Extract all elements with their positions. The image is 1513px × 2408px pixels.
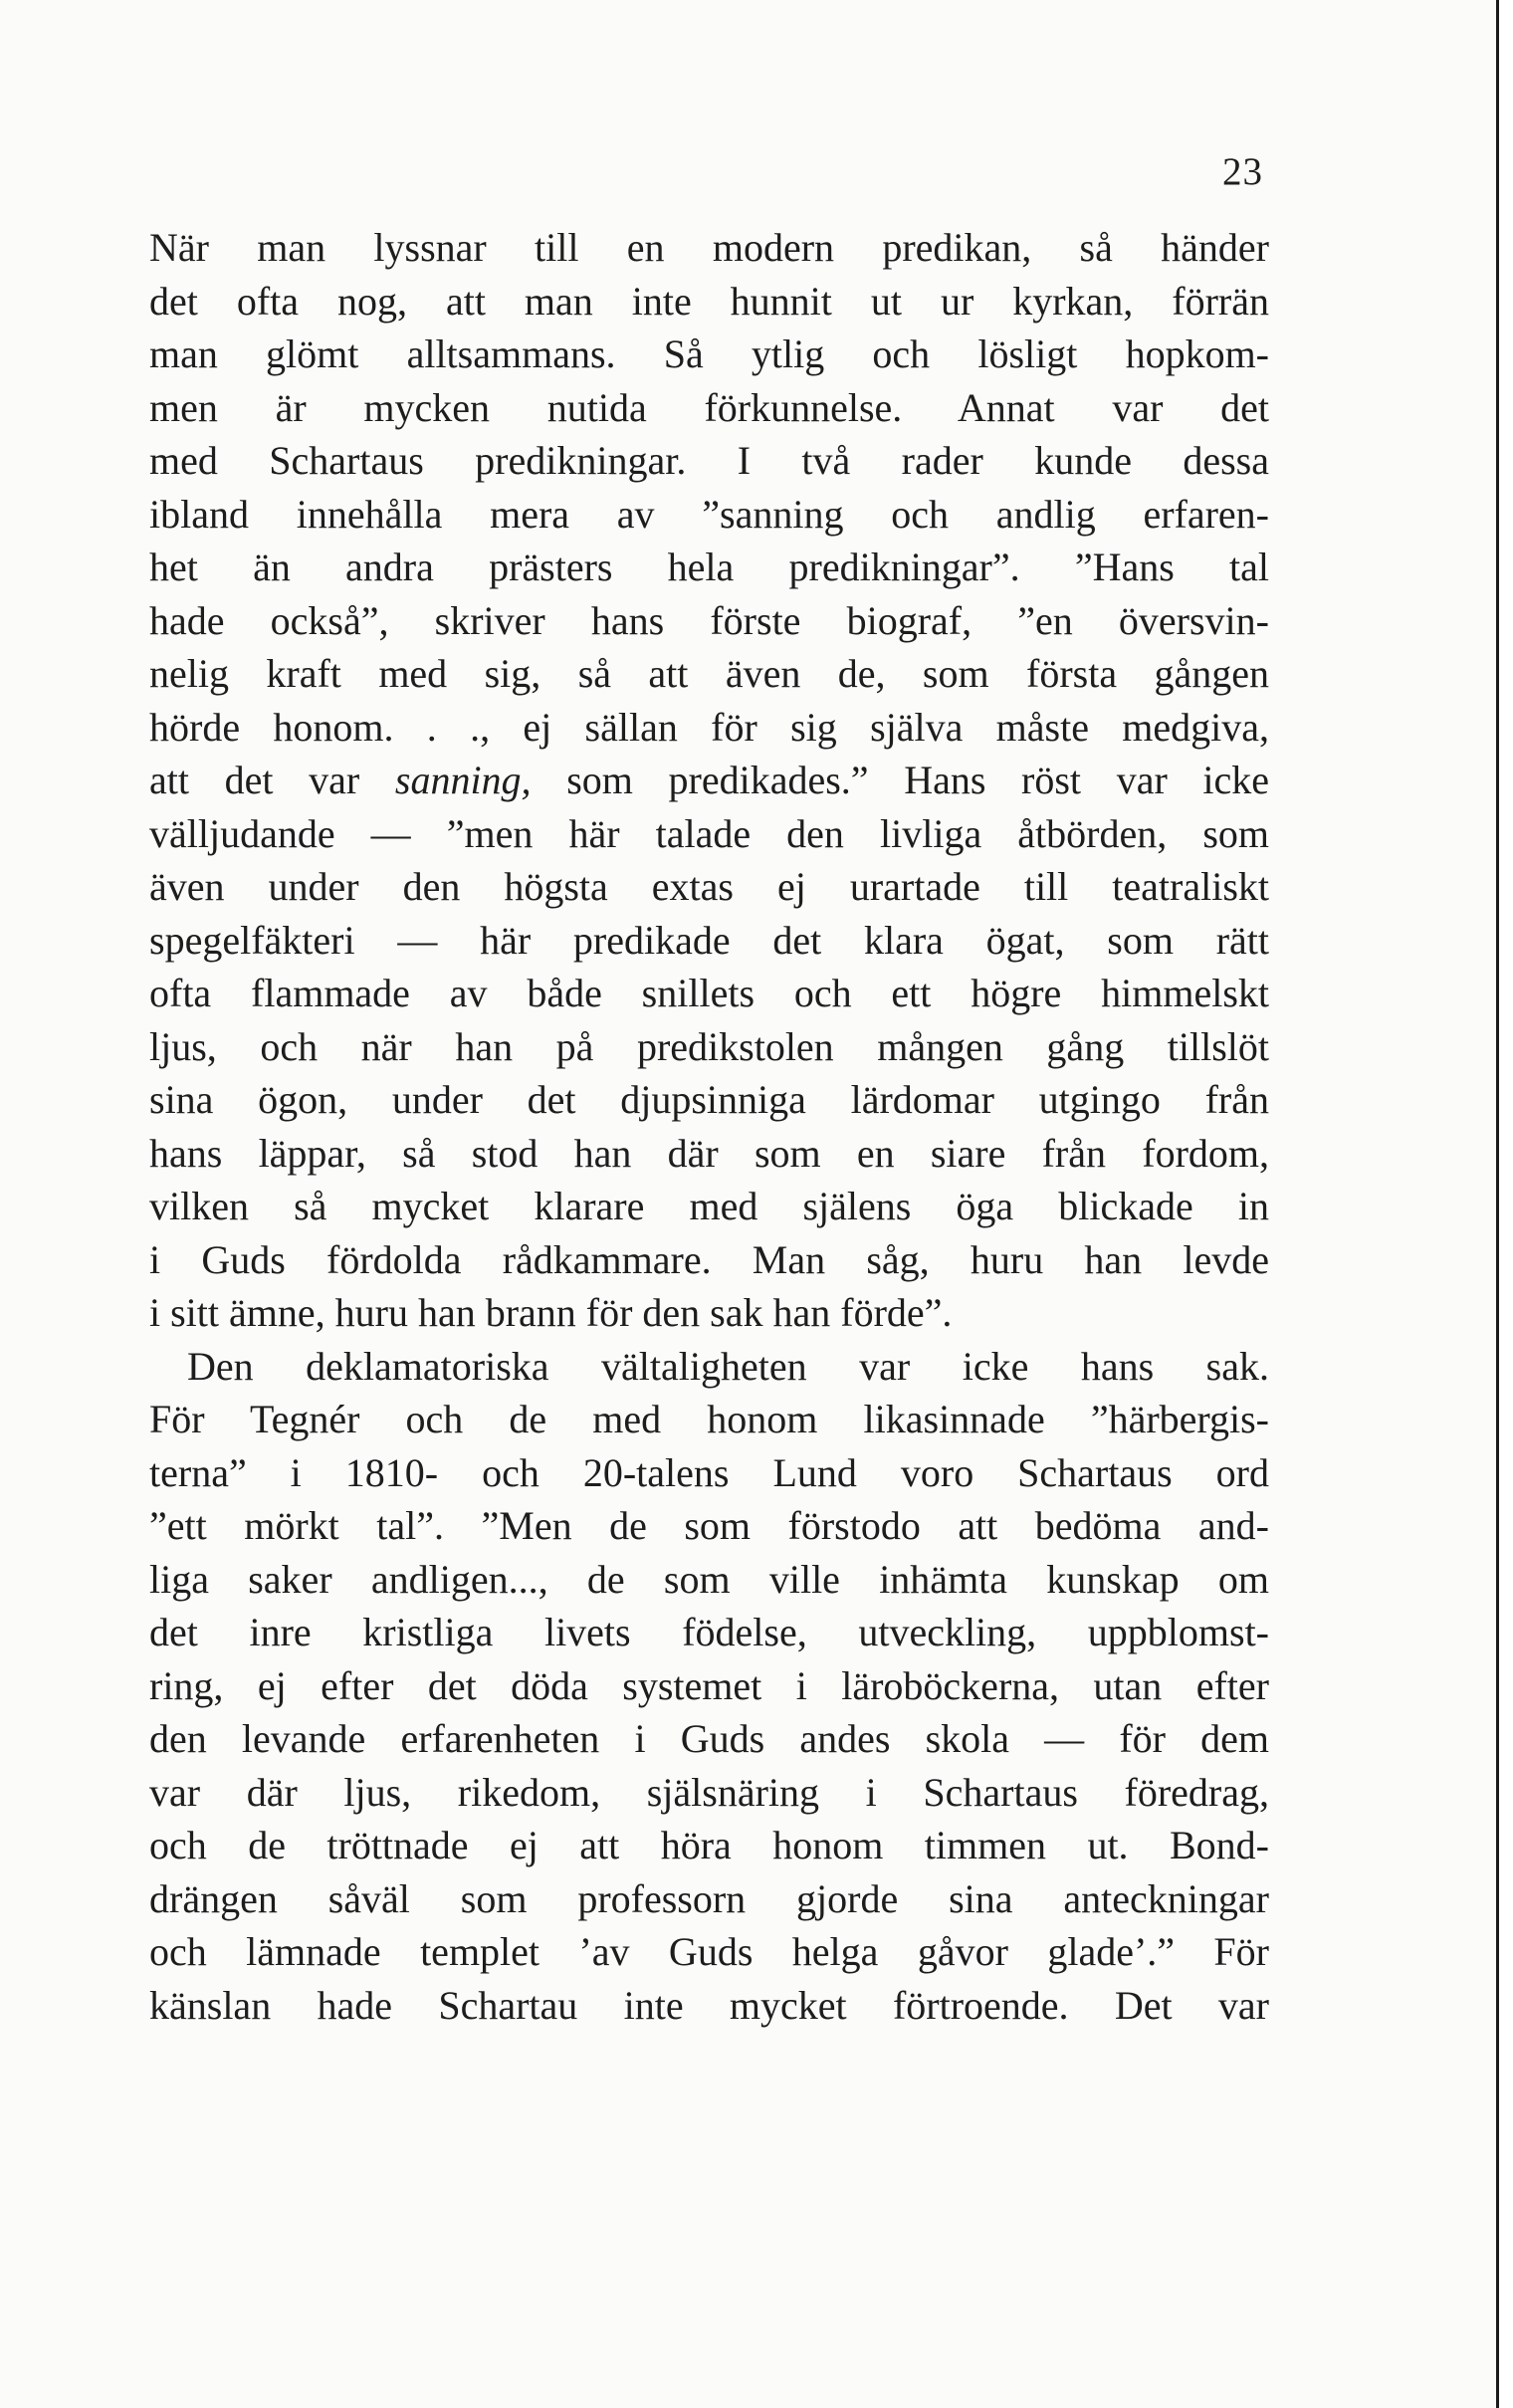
text-line: känslan hade Schartau inte mycket förtroende. Det var bbox=[149, 1982, 1269, 2028]
text-line: den levande erfarenheten i Guds andes skola — för dem bbox=[149, 1716, 1269, 1761]
text-line: i sitt ämne, huru han brann för den sak han förde”. bbox=[149, 1290, 953, 1335]
text-line: spegelfäkteri — här predikade det klara ögat, som rätt bbox=[149, 917, 1269, 963]
text-line: ofta flammade av både snillets och ett högre himmelskt bbox=[149, 971, 1269, 1015]
text-line: och de tröttnade ej att höra honom timmen ut. Bond- bbox=[149, 1823, 1269, 1867]
paragraph-start-line: Den deklamatoriska vältaligheten var icke hans sak. bbox=[187, 1343, 1269, 1389]
text-line: nelig kraft med sig, så att även de, som första gången bbox=[149, 651, 1269, 696]
text-line: vilken så mycket klarare med själens öga blickade in bbox=[149, 1184, 1269, 1228]
text-line: sina ögon, under det djupsinniga lärdomar utgingo från bbox=[149, 1077, 1269, 1122]
body-text bbox=[149, 221, 1269, 2032]
text-line: ring, ej efter det döda systemet i läroböckerna, utan efter bbox=[149, 1662, 1269, 1708]
text-line: men är mycken nutida förkunnelse. Annat var det bbox=[149, 384, 1269, 430]
text-line: När man lyssnar till en modern predikan, så händer bbox=[149, 225, 1269, 270]
emphasis-sanning: sanning, bbox=[394, 758, 532, 802]
text-line: ljus, och när han på predikstolen mången gång tillslöt bbox=[149, 1023, 1269, 1069]
text-line: i Guds fördolda rådkammare. Man såg, huru han levde bbox=[149, 1236, 1269, 1282]
text-line: hörde honom. . ., ej sällan för sig själva måste medgiva, bbox=[149, 704, 1269, 750]
text-line: För Tegnér och de med honom likasinnade ”härbergis- bbox=[149, 1397, 1269, 1441]
text-line: ”ett mörkt tal”. ”Men de som förstodo att bedöma and- bbox=[149, 1503, 1269, 1548]
text-line: hans läppar, så stod han där som en siare från fordom, bbox=[149, 1130, 1269, 1176]
page-number: 23 bbox=[1222, 150, 1263, 193]
text-line: het än andra prästers hela predikningar”. ”Hans tal bbox=[149, 545, 1269, 589]
text-segment: att det var bbox=[149, 758, 360, 802]
text-line: välljudande — ”men här talade den livliga åtbörden, som bbox=[149, 810, 1269, 856]
text-line: även under den högsta extas ej urartade till teatraliskt bbox=[149, 864, 1269, 909]
text-line: terna” i 1810- och 20-talens Lund voro Schartaus ord bbox=[149, 1449, 1269, 1495]
text-line: det ofta nog, att man inte hunnit ut ur kyrkan, förrän bbox=[149, 278, 1269, 324]
text-line: och lämnade templet ’av Guds helga gåvor glade’.” För bbox=[149, 1929, 1269, 1974]
text-line: med Schartaus predikningar. I två rader kunde dessa bbox=[149, 438, 1269, 483]
text-line: var där ljus, rikedom, själsnäring i Schartaus föredrag, bbox=[149, 1769, 1269, 1815]
text-line: ibland innehålla mera av ”sanning och andlig erfaren- bbox=[149, 491, 1269, 537]
text-line: drängen såväl som professorn gjorde sina anteckningar bbox=[149, 1875, 1269, 1921]
text-segment: som predikades.” Hans röst var icke bbox=[566, 758, 1269, 802]
text-line: liga saker andligen..., de som ville inhämta kunskap om bbox=[149, 1556, 1269, 1602]
text-line-with-emphasis bbox=[149, 754, 1269, 807]
text-line: det inre kristliga livets födelse, utveckling, uppblomst- bbox=[149, 1610, 1269, 1654]
text-line: hade också”, skriver hans förste biograf, ”en översvin- bbox=[149, 597, 1269, 643]
text-line: man glömt alltsammans. Så ytlig och lösligt hopkom- bbox=[149, 331, 1269, 376]
